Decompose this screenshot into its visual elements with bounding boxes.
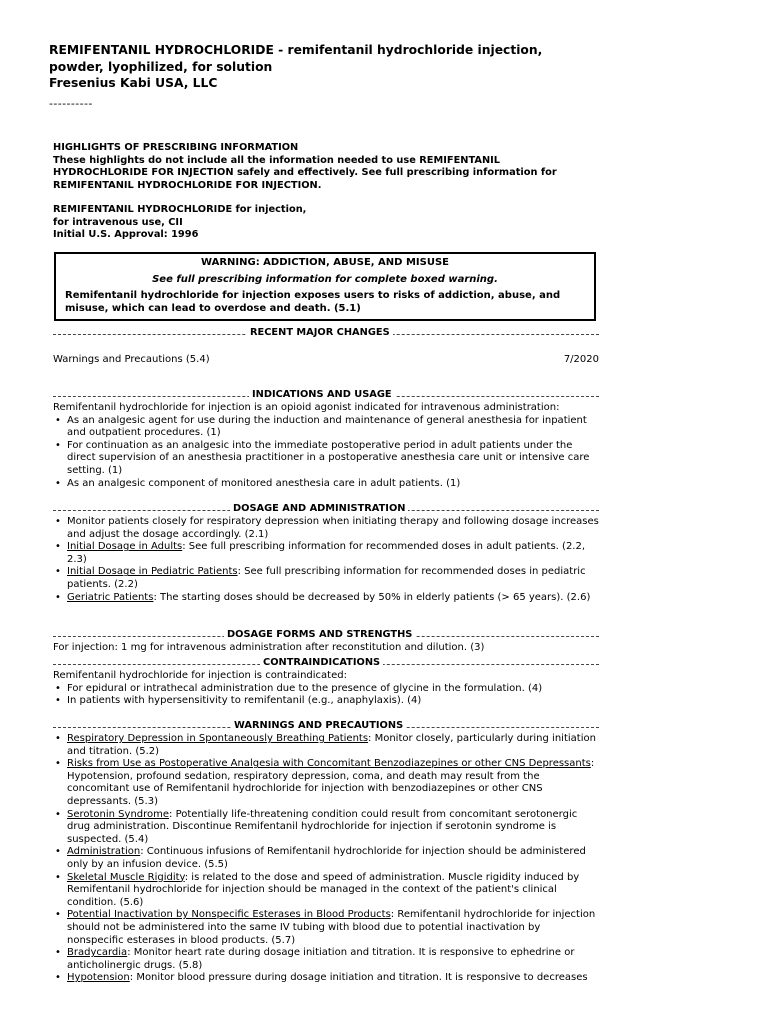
highlights-intro-2: HYDROCHLORIDE FOR INJECTION safely and effectively. See full prescribing information for [53, 167, 557, 179]
warning-link[interactable]: Risks from Use as Postoperative Analgesia with Concomitant Benzodiazepines or other CNS Depressants [67, 758, 591, 770]
boxed-warning [54, 252, 596, 321]
forms-header: DOSAGE FORMS AND STRENGTHS [224, 629, 415, 642]
geriatric-link[interactable]: Geriatric Patients [67, 591, 154, 603]
warning-link[interactable]: Bradycardia [67, 947, 128, 959]
drug-name: REMIFENTANIL HYDROCHLORIDE for injection, [53, 204, 307, 215]
warnings-header: WARNINGS AND PRECAUTIONS [231, 720, 406, 733]
boxed-warning-subtitle: See full prescribing information for complete boxed warning. [152, 273, 498, 285]
list-item: • Initial Dosage in Pediatric Patients: See full prescribing information for recommended doses in pediatric patients. (2.2) [53, 566, 599, 591]
list-item: • In patients with hypersensitivity to remifentanil (e.g., anaphylaxis). (4) [53, 695, 599, 708]
recent-change-item: Warnings and Precautions (5.4) [53, 354, 210, 365]
list-item: • As an analgesic agent for use during the induction and maintenance of general anesthesia for inpatient and outpatient procedures. (1) [53, 415, 599, 440]
list-item: • As an analgesic component of monitored anesthesia care in adult patients. (1) [53, 478, 599, 491]
contraindications-intro: Remifentanil hydrochloride for injection is contraindicated: [53, 670, 347, 681]
indications-section [53, 389, 599, 490]
adult-dosage-link[interactable]: Initial Dosage in Adults [67, 541, 183, 553]
boxed-warning-body: Remifentanil hydrochloride for injection exposes users to risks of addiction, abuse, and misuse, which can lead to overdose and death. (5.1) [65, 290, 561, 314]
contraindications-section [53, 657, 599, 708]
list-item: • For continuation as an analgesic into the immediate postoperative period in adult patients under the direct supervision of an anesthesia practitioner in a postoperative anesthesia care unit or intensive care setting. (1) [53, 440, 599, 478]
warning-link[interactable]: Administration [67, 846, 141, 858]
pediatric-dosage-link[interactable]: Initial Dosage in Pediatric Patients [67, 566, 238, 578]
recent-change-date: 7/2020 [563, 354, 599, 365]
warning-link[interactable]: Serotonin Syndrome [67, 808, 170, 820]
document-title [49, 42, 609, 92]
list-item: • Respiratory Depression in Spontaneously Breathing Patients: Monitor closely, particularly during initiation and titration. (5.2) [53, 733, 599, 758]
title-line-2: powder, lyophilized, for solution [49, 59, 273, 74]
list-item: • For epidural or intrathecal administration due to the presence of glycine in the formulation. (4) [53, 683, 599, 696]
recent-changes-header: RECENT MAJOR CHANGES [247, 327, 393, 340]
drug-approval: Initial U.S. Approval: 1996 [53, 229, 199, 241]
list-item: • Risks from Use as Postoperative Analgesia with Concomitant Benzodiazepines or other CNS Depressants: Hypotension, profound sedation, respiratory depression, coma, and death may result from the concomitant use of Remifentanil hydrochloride for injection with benzodiazepines or other CNS depressants. (5.3) [53, 758, 599, 808]
list-item: • Initial Dosage in Adults: See full prescribing information for recommended doses in adult patients. (2.2, 2.3) [53, 541, 599, 566]
separator: ---------- [49, 97, 93, 110]
warning-link[interactable]: Potential Inactivation by Nonspecific Esterases in Blood Products [67, 909, 391, 921]
dosage-header: DOSAGE AND ADMINISTRATION [230, 503, 408, 516]
recent-changes-section [53, 327, 599, 367]
drug-info [53, 204, 306, 242]
warning-link[interactable]: Respiratory Depression in Spontaneously Breathing Patients [67, 733, 369, 744]
highlights-intro-3: REMIFENTANIL HYDROCHLORIDE FOR INJECTION. [53, 179, 322, 191]
dosage-section [53, 503, 599, 604]
list-item: • Monitor patients closely for respiratory depression when initiating therapy and following dosage increases and adjust the dosage accordingly. (2.1) [53, 516, 599, 541]
indications-intro: Remifentanil hydrochloride for injection is an opioid agonist indicated for intravenous administration: [53, 402, 560, 413]
list-item: • Geriatric Patients: The starting doses should be decreased by 50% in elderly patients (> 65 years). (2.6) [53, 592, 599, 605]
boxed-warning-title: WARNING: ADDICTION, ABUSE, AND MISUSE [201, 257, 449, 268]
forms-section [53, 629, 599, 655]
indications-header: INDICATIONS AND USAGE [249, 389, 395, 402]
warning-link[interactable]: Skeletal Muscle Rigidity [67, 871, 185, 883]
list-item: • Bradycardia: Monitor heart rate during dosage initiation and titration. It is responsive to ephedrine or anticholinergic drugs. (5.8) [53, 947, 599, 972]
warnings-section [53, 720, 599, 985]
list-item: • Potential Inactivation by Nonspecific Esterases in Blood Products: Remifentanil hydrochloride for injection should not be administered into the same IV tubing with blood due to potential inactivation by nonspecific esterases in blood products. (5.7) [53, 909, 599, 947]
title-line-1: REMIFENTANIL HYDROCHLORIDE - remifentanil hydrochloride injection, [49, 43, 543, 57]
list-item: • Administration: Continuous infusions of Remifentanil hydrochloride for injection should be administered only by an infusion device. (5.5) [53, 846, 599, 871]
company-name: Fresenius Kabi USA, LLC [49, 76, 218, 90]
warning-link[interactable]: Hypotension [67, 972, 130, 984]
forms-text: For injection: 1 mg for intravenous administration after reconstitution and dilution. (3) [53, 642, 485, 653]
list-item: • Skeletal Muscle Rigidity: is related to the dose and speed of administration. Muscle rigidity induced by Remifentanil hydrochloride for injection should be managed in the context of the patient's clinical condition. (5.6) [53, 872, 599, 910]
list-item: • Hypotension: Monitor blood pressure during dosage initiation and titration. It is responsive to decreases [53, 972, 599, 985]
highlights-intro-1: These highlights do not include all the information needed to use REMIFENTANIL [53, 154, 501, 166]
highlights-block [53, 142, 599, 192]
highlights-heading: HIGHLIGHTS OF PRESCRIBING INFORMATION [53, 142, 299, 153]
list-item: • Serotonin Syndrome: Potentially life-threatening condition could result from concomitant serotonergic drug administration. Discontinue Remifentanil hydrochloride for injection if serotonin syndrome is suspected. (5.4) [53, 809, 599, 847]
contraindications-header: CONTRAINDICATIONS [260, 657, 383, 670]
drug-route: for intravenous use, CII [53, 216, 183, 228]
